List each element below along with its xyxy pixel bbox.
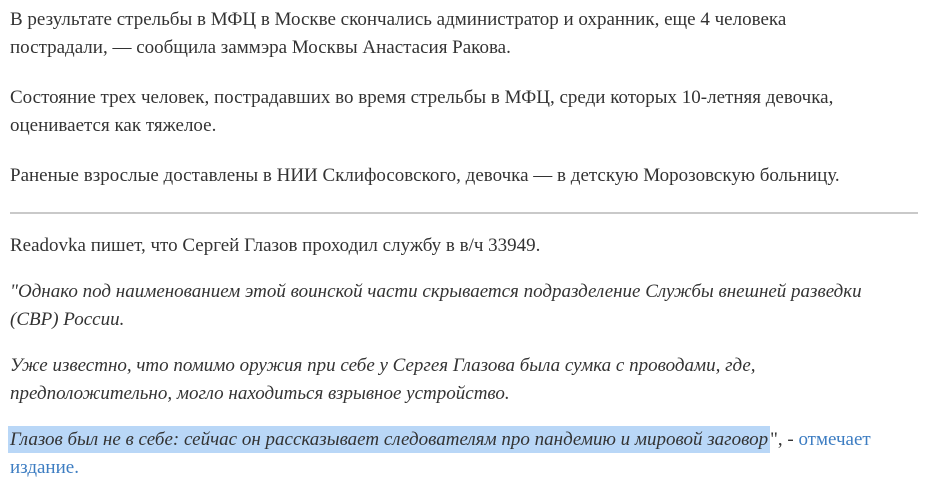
text-line: Readovka пишет, что Сергей Глазов проходил службу в в/ч 33949. — [10, 235, 541, 256]
text-line: предположительно, могло находиться взрывное устройство. — [10, 383, 510, 404]
text-line: оценивается как тяжелое. — [10, 115, 217, 136]
text-line — [10, 426, 918, 454]
source-link[interactable]: издание. — [10, 457, 79, 478]
text-line: Состояние трех человек, пострадавших во время стрельбы в МФЦ, среди которых 10-летняя девочка, — [10, 87, 834, 108]
article — [10, 6, 918, 482]
text-line: В результате стрельбы в МФЦ в Москве скончались администратор и охранник, еще 4 человека — [10, 9, 787, 30]
quote-paragraph — [10, 352, 918, 408]
quote-closing: ", - — [770, 429, 799, 450]
section-divider — [10, 212, 918, 214]
news-section — [10, 6, 918, 190]
source-link[interactable]: отмечает — [798, 429, 871, 450]
quote-paragraph — [10, 426, 918, 482]
text-line: (СВР) России. — [10, 309, 125, 330]
selected-text: Глазов был не в себе: сейчас он рассказывает следователям про пандемию и мировой заговор — [8, 426, 770, 453]
quote-section — [10, 232, 918, 482]
text-line: пострадали, — сообщила заммэра Москвы Анастасия Ракова. — [10, 37, 511, 58]
quote-paragraph — [10, 278, 918, 334]
paragraph — [10, 84, 918, 140]
text-line: "Однако под наименованием этой воинской части скрывается подразделение Службы внешней разведки — [10, 281, 862, 302]
paragraph — [10, 6, 918, 62]
text-line — [10, 454, 918, 482]
paragraph — [10, 162, 918, 190]
text-line: Раненые взрослые доставлены в НИИ Склифосовского, девочка — в детскую Морозовскую больницу. — [10, 165, 840, 186]
paragraph — [10, 232, 918, 260]
text-line: Уже известно, что помимо оружия при себе у Сергея Глазова была сумка с проводами, где, — [10, 355, 756, 376]
